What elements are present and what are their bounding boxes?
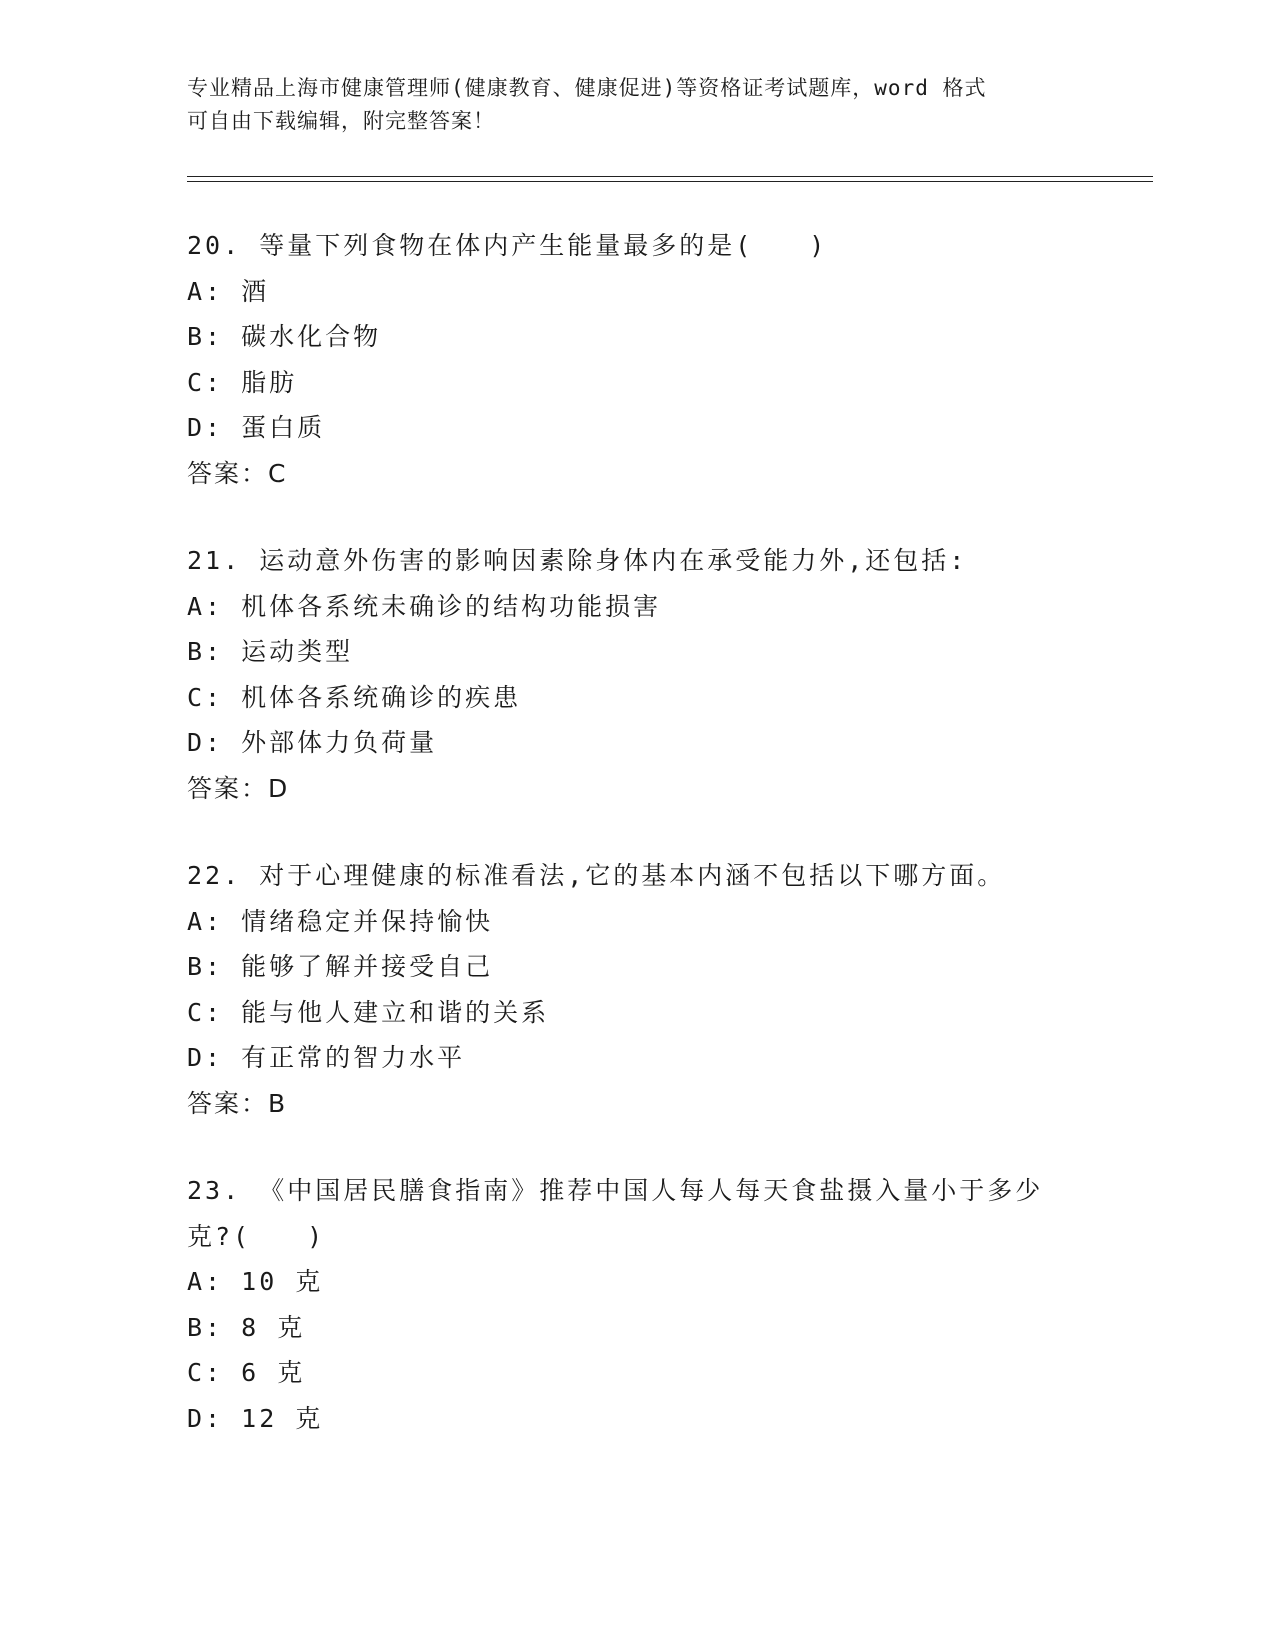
answer-text: 答案：D <box>187 773 290 803</box>
question-21 <box>187 538 1087 811</box>
option-c: C: 脂肪 <box>187 367 298 397</box>
header-line-1: 专业精品上海市健康管理师(健康教育、健康促进)等资格证考试题库，word 格式 <box>187 76 987 100</box>
document-header <box>187 72 1087 138</box>
question-stem-line-1: 23. 《中国居民膳食指南》推荐中国人每人每天食盐摄入量小于多少 <box>187 1176 1044 1205</box>
header-rule-top <box>187 176 1153 177</box>
option-c: C: 6 克 <box>187 1358 306 1387</box>
question-20 <box>187 223 1087 496</box>
question-stem-line-2: 克?( ) <box>187 1221 326 1251</box>
question-22 <box>187 853 1087 1126</box>
question-stem: 22. 对于心理健康的标准看法,它的基本内涵不包括以下哪方面。 <box>187 861 1006 890</box>
option-d: D: 外部体力负荷量 <box>187 728 438 757</box>
option-d: D: 有正常的智力水平 <box>187 1043 466 1072</box>
answer-text: 答案：B <box>187 1088 288 1118</box>
question-stem: 21. 运动意外伤害的影响因素除身体内在承受能力外,还包括: <box>187 546 968 575</box>
option-c: C: 机体各系统确诊的疾患 <box>187 682 522 712</box>
option-d: D: 12 克 <box>187 1403 324 1433</box>
option-a: A: 10 克 <box>187 1267 324 1296</box>
header-line-2: 可自由下载编辑，附完整答案！ <box>187 109 495 133</box>
option-a: A: 酒 <box>187 276 270 306</box>
option-b: B: 8 克 <box>187 1312 306 1342</box>
answer-text: 答案：C <box>187 458 288 488</box>
option-d: D: 蛋白质 <box>187 413 326 442</box>
option-b: B: 运动类型 <box>187 637 354 666</box>
option-b: B: 能够了解并接受自己 <box>187 952 494 981</box>
option-c: C: 能与他人建立和谐的关系 <box>187 997 550 1027</box>
question-stem: 20. 等量下列食物在体内产生能量最多的是( ) <box>187 231 828 260</box>
option-a: A: 机体各系统未确诊的结构功能损害 <box>187 591 662 621</box>
header-rule-bottom <box>187 181 1153 182</box>
option-a: A: 情绪稳定并保持愉快 <box>187 906 494 936</box>
question-23 <box>187 1168 1087 1441</box>
option-b: B: 碳水化合物 <box>187 322 382 351</box>
